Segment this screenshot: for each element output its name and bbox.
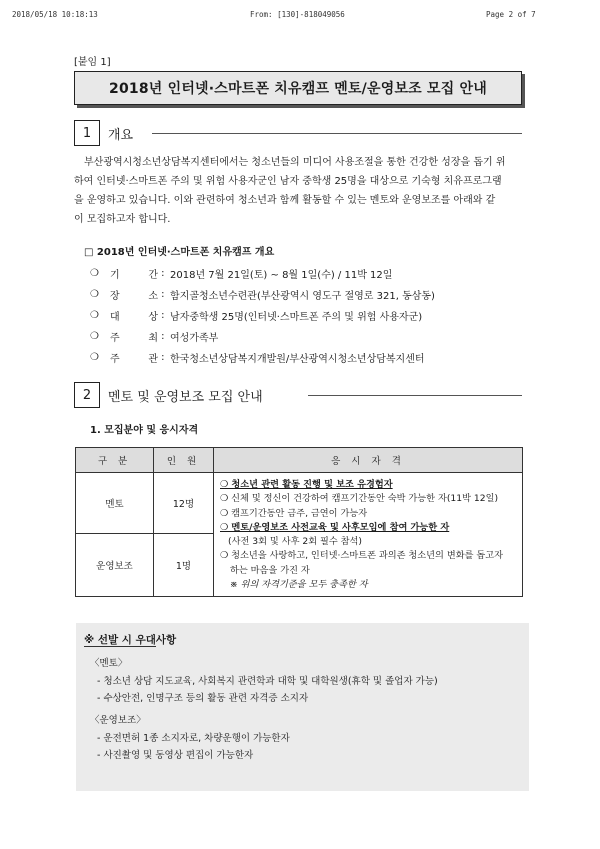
table-header-row	[76, 448, 523, 473]
fax-page: Page 2 of 7	[486, 10, 536, 19]
qualification-item: (사전 3회 및 사후 2회 필수 참석)	[228, 536, 363, 548]
circle-bullet-icon: ❍	[90, 268, 99, 279]
item-key: 상	[148, 312, 158, 323]
qualification-note: ※ 위의 자격기준을 모두 충족한 자	[230, 579, 368, 591]
title-underline	[84, 646, 156, 647]
camp-overview-list	[90, 263, 435, 368]
item-value: 남자중학생 25명(인터넷·스마트폰 주의 및 위험 사용자군)	[170, 312, 423, 323]
document-title: 2018년 인터넷·스마트폰 치유캠프 멘토/운영보조 모집 안내	[74, 71, 522, 105]
preference-item: - 수상안전, 인명구조 등의 활동 관련 자격증 소지자	[97, 693, 309, 704]
item-value: 함지골청소년수련관(부산광역시 영도구 절영로 321, 동삼동)	[170, 291, 435, 302]
item-key: 최	[148, 333, 158, 344]
qualification-item: ❍ 청소년 관련 활동 진행 및 보조 유경험자	[220, 479, 393, 490]
circle-bullet-icon: ❍	[90, 289, 99, 300]
circle-bullet-icon: ❍	[90, 310, 99, 321]
recruitment-subheading: 1. 모집분야 및 응시자격	[90, 425, 199, 436]
section-number: 1	[74, 120, 100, 146]
circle-bullet-icon: ❍	[90, 331, 99, 342]
item-key: 주	[110, 354, 120, 365]
qualification-item: ❍ 청소년을 사랑하고, 인터넷·스마트폰 과의존 청소년의 변화를 돕고자	[220, 550, 504, 562]
section-1-header	[74, 120, 133, 146]
qualification-table	[75, 447, 523, 597]
item-value: 2018년 7월 21일(토) ~ 8월 1일(수) / 11박 12일	[170, 270, 393, 281]
item-value: 한국청소년상담복지개발원/부산광역시청소년상담복지센터	[170, 354, 425, 365]
qualification-item: ❍ 신체 및 정신이 건강하여 캠프기간동안 숙박 가능한 자(11박 12일)	[220, 493, 499, 505]
item-key: 기	[110, 270, 120, 281]
preference-item: - 사진촬영 및 동영상 편집이 가능한자	[97, 750, 254, 761]
overview-paragraph	[74, 153, 522, 229]
paragraph-line: 을 운영하고 있습니다. 이와 관련하여 청소년과 함께 활동할 수 있는 멘토와 운영보조를 아래와 같	[74, 195, 496, 206]
count-cell: 12명	[154, 473, 214, 534]
preferences-box	[76, 623, 529, 791]
camp-overview-heading: □ 2018년 인터넷·스마트폰 치유캠프 개요	[84, 247, 275, 258]
item-value: 여성가족부	[170, 333, 219, 344]
column-header: 응 시 자 격	[214, 448, 523, 473]
section-title: 멘토 및 운영보조 모집 안내	[108, 389, 263, 405]
section-number: 2	[74, 382, 100, 408]
field-cell: 운영보조	[76, 533, 154, 597]
paragraph-line: 이 모집하고자 합니다.	[74, 214, 171, 225]
qualifications-cell	[214, 473, 523, 597]
list-item: ❍ 주 최 : 여성가족부	[90, 331, 219, 344]
qualification-item: 하는 마음을 가진 자	[230, 564, 310, 576]
item-key: 주	[110, 333, 120, 344]
field-cell: 멘토	[76, 473, 154, 534]
attachment-label: [붙임 1]	[74, 57, 111, 68]
section-divider	[308, 395, 522, 396]
section-title: 개요	[108, 127, 134, 143]
count-cell: 1명	[154, 533, 214, 597]
paragraph-line: 하여 인터넷·스마트폰 주의 및 위험 사용자군인 남자 중학생 25명을 대상으로 기숙형 치유프로그램	[74, 176, 502, 187]
preferences-title: ※ 선발 시 우대사항	[84, 634, 177, 646]
item-key: 소	[148, 291, 158, 302]
preference-item: - 운전면허 1종 소지자로, 차량운행이 가능한자	[97, 733, 290, 744]
paragraph-line: 부산광역시청소년상담복지센터에서는 청소년들의 미디어 사용조절을 통한 건강한 성장을 돕기 위	[84, 157, 506, 168]
column-header: 구 분	[76, 448, 154, 473]
column-header: 인 원	[154, 448, 214, 473]
section-divider	[152, 133, 522, 134]
list-item: ❍ 장 소 : 함지골청소년수련관(부산광역시 영도구 절영로 321, 동삼동)	[90, 289, 435, 302]
section-2-header	[74, 382, 263, 408]
list-item: ❍ 주 관 : 한국청소년상담복지개발원/부산광역시청소년상담복지센터	[90, 352, 425, 365]
preference-item: - 청소년 상담 지도교육, 사회복지 관련학과 대학 및 대학원생(휴학 및 졸업자 가능)	[97, 676, 438, 687]
item-key: 간	[148, 270, 158, 281]
table-row	[76, 473, 523, 534]
fax-datetime: 2018/05/18 10:18:13	[12, 10, 98, 19]
item-key: 장	[110, 291, 120, 302]
mentor-label: 〈멘토〉	[90, 658, 128, 669]
qualification-item: ❍ 캠프기간동안 금주, 금연이 가능자	[220, 507, 368, 519]
list-item: ❍ 기 간 : 2018년 7월 21일(토) ~ 8월 1일(수) / 11박 12일	[90, 268, 393, 281]
assistant-label: 〈운영보조〉	[90, 715, 146, 726]
qualification-item: ❍ 멘토/운영보조 사전교육 및 사후모임에 참여 가능한 자	[220, 521, 450, 533]
fax-header	[0, 10, 600, 24]
item-key: 관	[148, 354, 158, 365]
fax-from: From: [130]-818049056	[250, 10, 345, 19]
list-item: ❍ 대 상 : 남자중학생 25명(인터넷·스마트폰 주의 및 위험 사용자군)	[90, 310, 423, 323]
item-key: 대	[110, 312, 120, 323]
circle-bullet-icon: ❍	[90, 352, 99, 363]
